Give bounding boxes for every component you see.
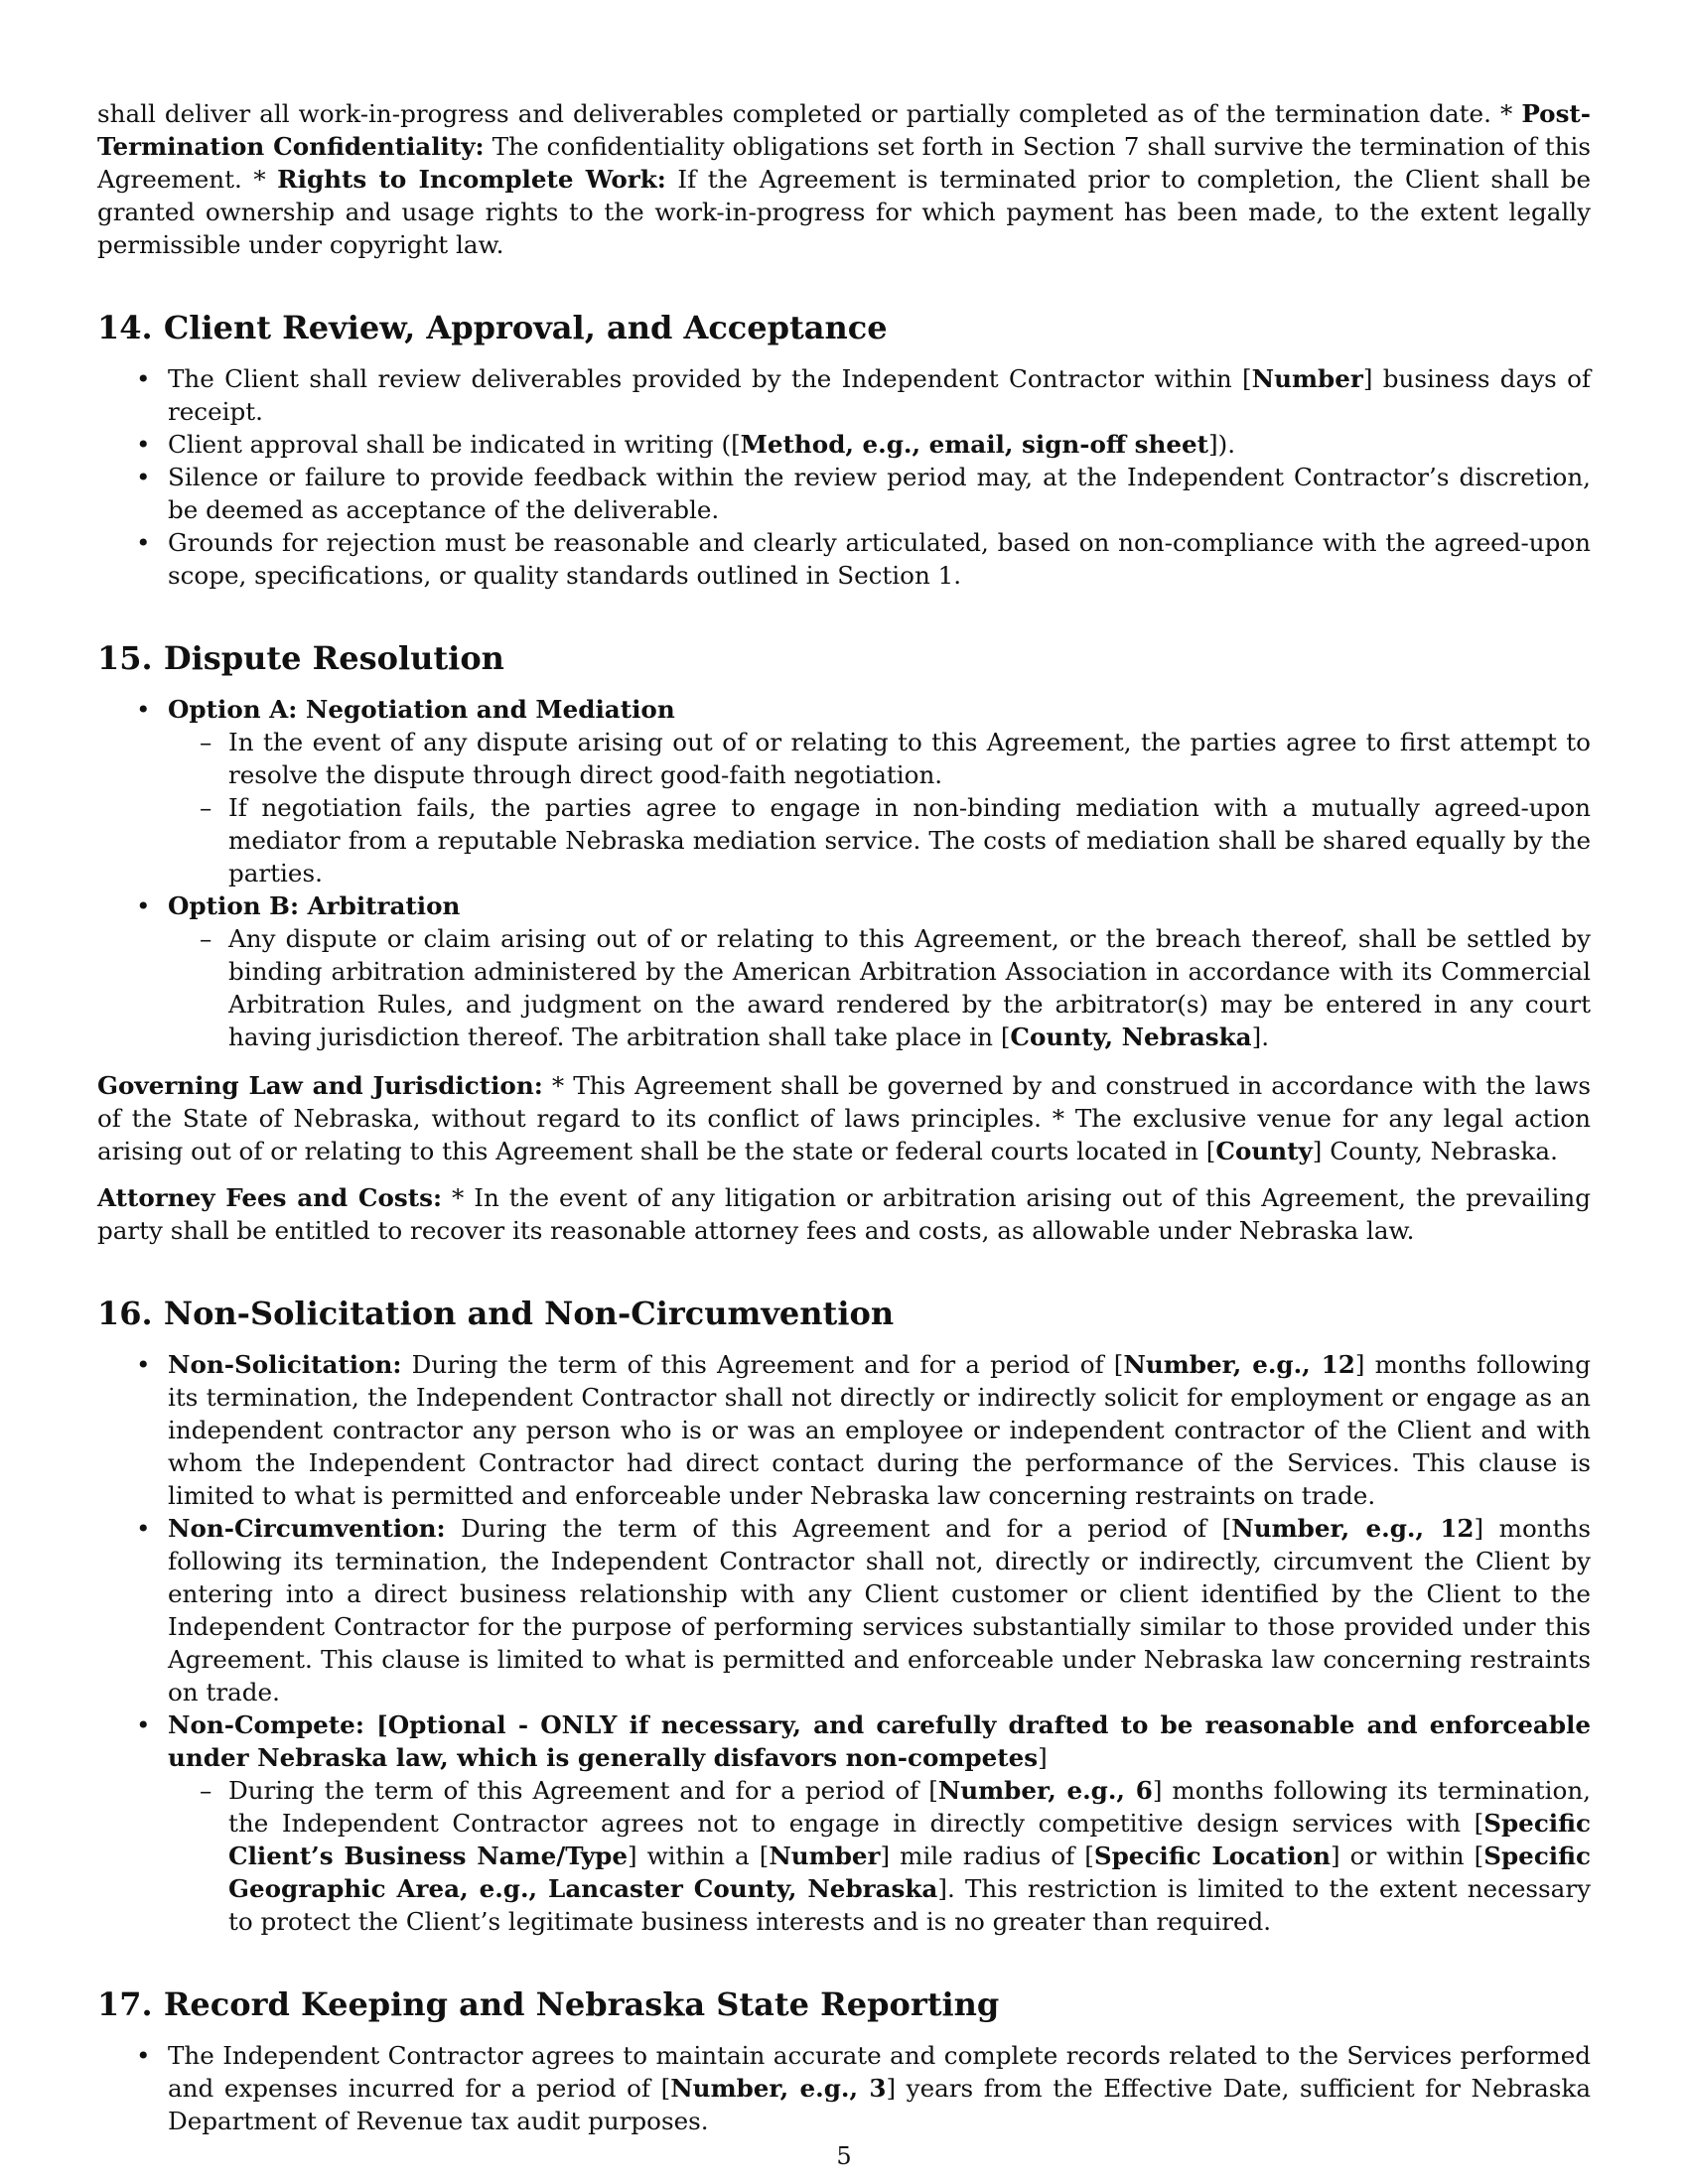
placeholder-term: Number, e.g., 12 [1123,1350,1355,1379]
section-17-list [97,2039,1591,2137]
text-run: ] months following its termination, the Independent Contractor shall not directly or indirectly solicit for employment or engage as an independent contractor any person who is or was an employee or independent contractor of the Client and with whom the Independent Contractor had direct contact during the performance of the Services. This clause is limited to what is permitted and enforceable under Nebraska law concerning restraints on trade. [168,1350,1591,1510]
placeholder-term: County [1215,1137,1313,1165]
text-run: ] [1038,1743,1048,1772]
governing-law-paragraph [97,1069,1591,1167]
text-run: * In the event of any litigation or arbitration arising out of this Agreement, the prevailing party shall be entitled to recover its reasonable attorney fees and costs, as allowable under Nebraska law. [97,1183,1591,1245]
placeholder-term: Method, e.g., email, sign-off sheet [740,430,1209,459]
placeholder-term: Number [1251,364,1363,393]
text-run: ] years from the Effective Date, sufficient for Nebraska Department of Revenue tax audit purposes. [168,2074,1591,2135]
section-heading-15: 15. Dispute Resolution [97,639,504,677]
text-run: Client approval shall be indicated in writing ([ [168,430,741,459]
text-run: ] within a [ [628,1842,770,1870]
text-run: ] months following its termination, the Independent Contractor shall not, directly or indirectly, circumvent the Client by entering into a direct business relationship with any Client customer or client identified by the Client to the Independent Contractor for the purpose of performing services substantially similar to those provided under this Agreement. This clause is limited to what is permitted and enforceable under Nebraska law concerning restraints on trade. [168,1514,1591,1706]
section-heading-14: 14. Client Review, Approval, and Acceptance [97,309,888,346]
bold-term: Non-Solicitation: [168,1350,402,1379]
placeholder-term: Number, e.g., 6 [937,1776,1153,1805]
text-run: During the term of this Agreement and for a period of [ [228,1776,938,1805]
option-title: Option B: Arbitration [168,891,461,920]
list-item: • Silence or failure to provide feedback within the review period may, at the Independent Contractor’s discretion, be deemed as acceptance of the deliverable. [97,461,1591,526]
sub-list [168,726,1591,889]
sub-list [168,922,1591,1053]
section-heading-16: 16. Non-Solicitation and Non-Circumvention [97,1295,895,1332]
sub-list-item [168,1774,1591,1938]
text-run: ] business days of receipt. [168,364,1591,426]
text-run: During the term of this Agreement and for a period of [ [401,1350,1124,1379]
text-run: shall deliver all work-in-progress and deliverables completed or partially completed as of the termination date. * [97,99,1522,128]
bold-term: Rights to Incomplete Work: [277,165,666,194]
text-run: The confidentiality obligations set forth in Section 7 shall survive the termination of this Agreement. * [97,132,1591,194]
text-run: ]). [1208,430,1236,459]
list-item [97,1348,1591,1512]
sub-list-item: – In the event of any dispute arising out of or relating to this Agreement, the parties agree to first attempt to resolve the dispute through direct good-faith negotiation. [168,726,1591,791]
bold-term: Governing Law and Jurisdiction: [97,1071,543,1100]
list-item [97,1708,1591,1938]
text-run: ] months following its termination, the Independent Contractor agrees not to engage in directly competitive design services with [ [228,1776,1592,1838]
text-run: Any dispute or claim arising out of or relating to this Agreement, or the breach thereof, shall be settled by binding arbitration administered by the American Arbitration Association in accordance with its Commercial Arbitration Rules, and judgment on the award rendered by the arbitrator(s) may be entered in any court having jurisdiction thereof. The arbitration shall take place in [ [228,924,1591,1051]
placeholder-term: Number [769,1842,881,1870]
text-run: ]. This restriction is limited to the extent necessary to protect the Client’s legitimate business interests and is no greater than required. [228,1874,1591,1936]
placeholder-term: Number, e.g., 12 [1231,1514,1475,1543]
text-run: The Independent Contractor agrees to maintain accurate and complete records related to the Services performed and expenses incurred for a period of [ [168,2041,1591,2103]
bold-term: Non-Circumvention: [168,1514,446,1543]
placeholder-term: Specific Location [1093,1842,1331,1870]
bold-term: Optional - ONLY if necessary, and carefully drafted to be reasonable and enforceable under Nebraska law, which is generally disfavors non-competes [168,1710,1592,1772]
list-item [97,889,1591,1053]
list-item: • Grounds for rejection must be reasonable and clearly articulated, based on non-compliance with the agreed-upon scope, specifications, or quality standards outlined in Section 1. [97,526,1591,592]
section-14-list [97,362,1591,592]
attorney-fees-paragraph [97,1181,1591,1247]
text-run: ] mile radius of [ [880,1842,1094,1870]
list-item [97,1512,1591,1708]
sub-list-item [168,922,1591,1053]
section-15-list [97,693,1591,1053]
text-run: The Client shall review deliverables provided by the Independent Contractor within [ [168,364,1252,393]
text-run: [ [363,1710,388,1739]
section-heading-17: 17. Record Keeping and Nebraska State Reporting [97,1985,1000,2023]
list-item [97,693,1591,889]
text-run: ] County, Nebraska. [1312,1137,1558,1165]
sub-list [168,1774,1591,1938]
section-16-list [97,1348,1591,1938]
text-run: ]. [1251,1023,1270,1051]
bold-term: Attorney Fees and Costs: [97,1183,443,1212]
list-item [97,2039,1591,2137]
page-number: 5 [836,2142,852,2170]
text-run: If the Agreement is terminated prior to completion, the Client shall be granted ownership and usage rights to the work-in-progress for which payment has been made, to the extent legally permissible under copyright law. [97,165,1592,259]
option-title: Option A: Negotiation and Mediation [168,695,675,724]
placeholder-term: Specific Geographic Area, e.g., Lancaster County, Nebraska [228,1842,1591,1903]
text-run: During the term of this Agreement and for a period of [ [445,1514,1232,1543]
intro-paragraph [97,97,1591,261]
sub-list-item: – If negotiation fails, the parties agree to engage in non-binding mediation with a mutually agreed-upon mediator from a reputable Nebraska mediation service. The costs of mediation shall be shared equally by the parties. [168,791,1591,889]
bold-term: Post-Termination Confidentiality: [97,99,1591,161]
list-item [97,362,1591,428]
placeholder-term: Specific Client’s Business Name/Type [228,1809,1591,1870]
bold-term: Non-Compete: [168,1710,364,1739]
text-run: ] or within [ [1331,1842,1484,1870]
placeholder-term: County, Nebraska [1010,1023,1252,1051]
list-item [97,428,1591,461]
placeholder-term: Number, e.g., 3 [670,2074,887,2103]
text-run: * This Agreement shall be governed by and construed in accordance with the laws of the State of Nebraska, without regard to its conflict of laws principles. * The exclusive venue for any legal action arising out of or relating to this Agreement shall be the state or federal courts located in [ [97,1071,1591,1165]
